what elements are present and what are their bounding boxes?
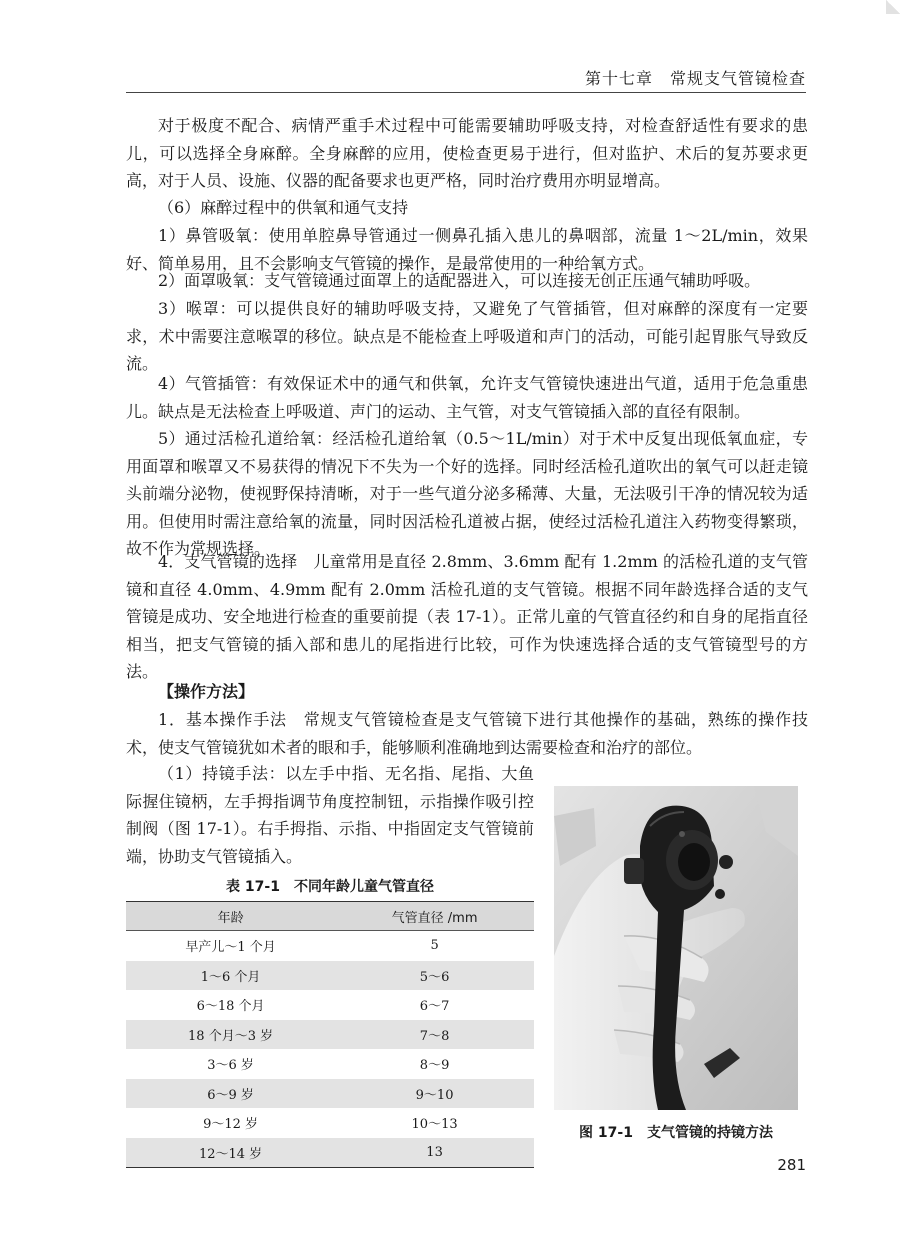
cell-age: 早产儿～1 个月 bbox=[185, 940, 276, 956]
running-header-title: 第十七章 常规支气管镜检查 bbox=[584, 69, 806, 88]
table-row bbox=[126, 1079, 534, 1109]
paragraph-nasal-oxygen: 1）鼻管吸氧：使用单腔鼻导管通过一侧鼻孔插入患儿的鼻咽部，流量 1～2L/min，效果好、简单易用，且不会影响支气管镜的操作，是最常使用的一种给氧方式。 bbox=[126, 226, 808, 273]
paragraph-oxygen-support-title: （6）麻醉过程中的供氧和通气支持 bbox=[158, 198, 409, 217]
cell-diameter: 13 bbox=[335, 1138, 534, 1168]
cell-diameter: 10～13 bbox=[411, 1117, 458, 1133]
cell-age: 6～9 岁 bbox=[126, 1079, 335, 1109]
cell-diameter: 8～9 bbox=[419, 1058, 450, 1074]
trachea-diameter-table bbox=[126, 901, 534, 1168]
column-header-age: 年龄 bbox=[126, 902, 335, 931]
cell-age: 1～6 个月 bbox=[126, 961, 335, 991]
column-header-diameter: 气管直径 /mm bbox=[335, 902, 534, 931]
header-rule bbox=[126, 92, 806, 93]
cell-diameter: 9～10 bbox=[335, 1079, 534, 1109]
paragraph-holding-technique: （1）持镜手法：以左手中指、无名指、尾指、大鱼际握住镜柄，左手拇指调节角度控制钮，示指操作吸引控制阀（图 17-1）。右手拇指、示指、中指固定支气管镜前端，协助支气管镜插入。 bbox=[126, 764, 534, 866]
paragraph-intubation: 4）气管插管：有效保证术中的通气和供氧，允许支气管镜快速进出气道，适用于危急重患儿。缺点是无法检查上呼吸道、声门的运动、主气管，对支气管镜插入部的直径有限制。 bbox=[126, 374, 808, 421]
cell-age: 9～12 岁 bbox=[203, 1117, 259, 1133]
table-header-row bbox=[126, 902, 534, 931]
figure-caption: 图 17-1 支气管镜的持镜方法 bbox=[579, 1125, 773, 1141]
table-row bbox=[126, 931, 534, 961]
page-number: 281 bbox=[777, 1156, 806, 1174]
paragraph-bronchoscope-selection: 4．支气管镜的选择 儿童常用是直径 2.8mm、3.6mm 配有 1.2mm 的活检孔道的支气管镜和直径 4.0mm、4.9mm 配有 2.0mm 活检孔道的支气管镜。根据不同年龄选择合适的支气管镜是成功、安全地进行检查的重要前提（表 17-1）。正常儿童的气管直径约和自身的尾指直径相当，把支气管镜的插入部和患儿的尾指进行比较，可作为快速选择合适的支气管镜型号的方法。 bbox=[126, 552, 808, 682]
cell-diameter: 5～6 bbox=[335, 961, 534, 991]
cell-age: 6～18 个月 bbox=[196, 999, 265, 1015]
cell-diameter: 5 bbox=[430, 938, 439, 954]
paragraph-general-anesthesia: 对于极度不配合、病情严重手术过程中可能需要辅助呼吸支持，对检查舒适性有要求的患儿，可以选择全身麻醉。全身麻醉的应用，使检查更易于进行，但对监护、术后的复苏要求更高，对于人员、设施、仪器的配备要求也更严格，同时治疗费用亦明显增高。 bbox=[126, 116, 808, 191]
paragraph-basic-technique: 1．基本操作手法 常规支气管镜检查是支气管镜下进行其他操作的基础，熟练的操作技术，使支气管镜犹如术者的眼和手，能够顺利准确地到达需要检查和治疗的部位。 bbox=[126, 710, 808, 757]
cell-diameter: 6～7 bbox=[419, 999, 450, 1015]
paragraph-laryngeal-mask: 3）喉罩：可以提供良好的辅助呼吸支持，又避免了气管插管，但对麻醉的深度有一定要求，术中需要注意喉罩的移位。缺点是不能检查上呼吸道和声门的活动，可能引起胃胀气导致反流。 bbox=[126, 299, 808, 374]
table-row bbox=[126, 961, 534, 991]
table-row bbox=[126, 990, 534, 1020]
table-caption: 表 17-1 不同年龄儿童气管直径 bbox=[226, 879, 434, 895]
table-row bbox=[126, 1108, 534, 1138]
paragraph-mask-oxygen: 2）面罩吸氧：支气管镜通过面罩上的适配器进入，可以连接无创正压通气辅助呼吸。 bbox=[158, 271, 761, 290]
table-row bbox=[126, 1138, 534, 1168]
table-row bbox=[126, 1049, 534, 1079]
cell-age: 18 个月～3 岁 bbox=[126, 1020, 335, 1050]
bronchoscope-grip-photo bbox=[554, 786, 798, 1110]
cell-age: 3～6 岁 bbox=[207, 1058, 254, 1074]
cell-diameter: 7～8 bbox=[335, 1020, 534, 1050]
page-corner-fold bbox=[886, 0, 900, 14]
cell-age: 12～14 岁 bbox=[126, 1138, 335, 1168]
section-heading-operation: 【操作方法】 bbox=[158, 682, 255, 701]
table-row bbox=[126, 1020, 534, 1050]
paragraph-biopsy-channel-oxygen: 5）通过活检孔道给氧：经活检孔道给氧（0.5～1L/min）对于术中反复出现低氧血症，专用面罩和喉罩又不易获得的情况下不失为一个好的选择。同时经活检孔道吹出的氧气可以赶走镜头前端分泌物，使视野保持清晰，对于一些气道分泌多稀薄、大量，无法吸引干净的情况较为适用。但使用时需注意给氧的流量，同时因活检孔道被占据，使经过活检孔道注入药物变得繁琐，故不作为常规选择。 bbox=[126, 429, 808, 559]
